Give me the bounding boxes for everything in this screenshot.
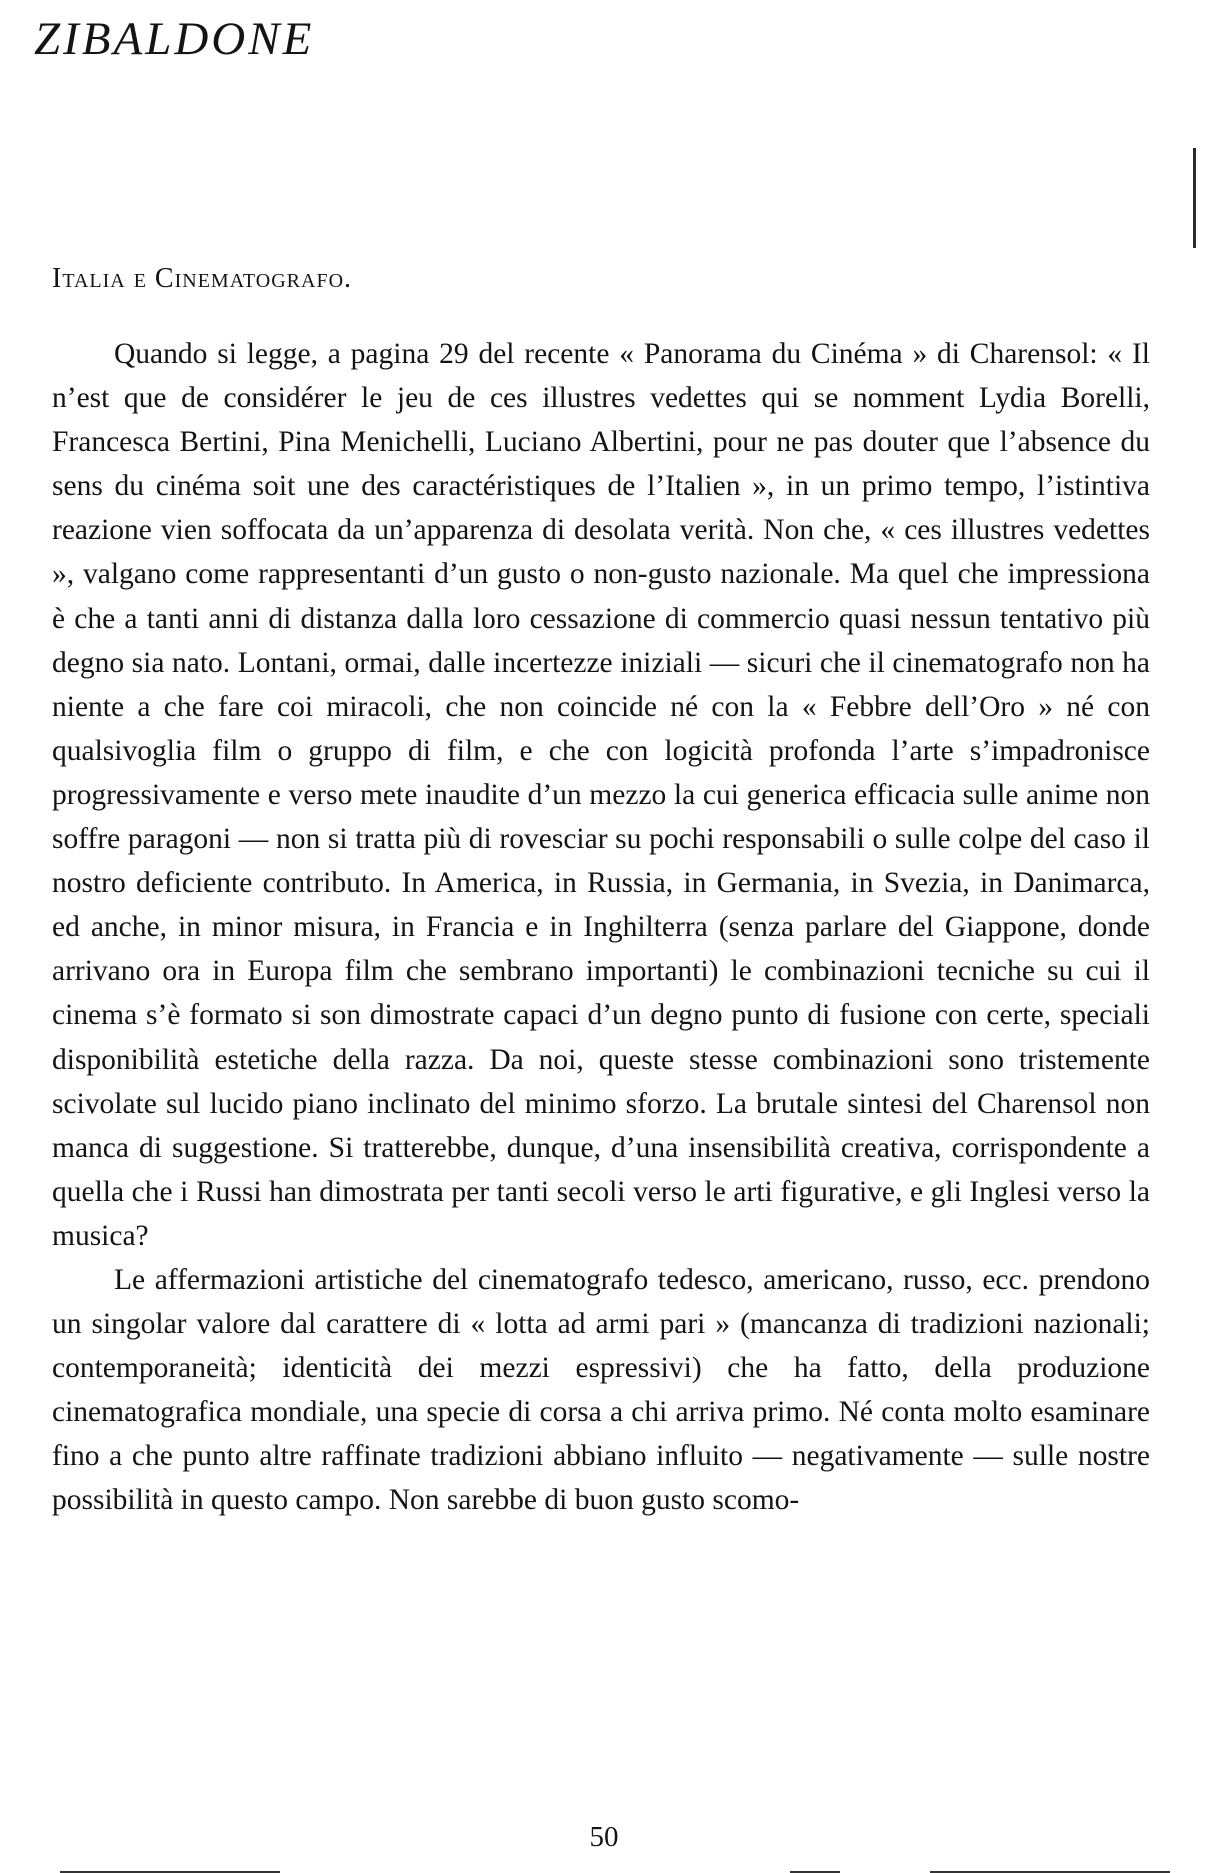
paragraph-2: Le affermazioni artistiche del cinematografo tedesco, americano, russo, ecc. prendono un singolar valore dal carattere di « lotta ad armi pari » (mancanza di tradizioni nazionali; contemporaneità; identicità dei mezzi espressivi) che ha fatto, della produzione cinematografica mondiale, una specie di corsa a chi arriva primo. Né conta molto esaminare fino a che punto altre raffinate tradizioni abbiano influito — negativamente — sulle nostre possibilità in questo campo. Non sarebbe di buon gusto scomo-	[52, 1263, 1150, 1517]
margin-rule	[1193, 148, 1196, 248]
page-number: 50	[589, 1821, 619, 1853]
article-body	[52, 332, 1150, 1523]
running-title: ZIBALDONE	[34, 13, 315, 65]
paragraph-1: Quando si legge, a pagina 29 del recente « Panorama du Cinéma » di Charensol: « Il n’est que de considérer le jeu de ces illustres vedettes qui se nomment Lydia Borelli, Francesca Bertini, Pina Menichelli, Luciano Albertini, pour ne pas douter que l’absence du sens du cinéma soit une des caractéristiques de l’Italien », in un primo tempo, l’istintiva reazione vien soffocata da un’apparenza di desolata verità. Non che, « ces illustres vedettes », valgano come rappresentanti d’un gusto o non-gusto nazionale. Ma quel che impressiona è che a tanti anni di distanza dalla loro cessazione di commercio quasi nessun tentativo più degno sia nato. Lontani, ormai, dalle incertezze iniziali — sicuri che il cinematografo non ha niente a che fare coi miracoli, che non coincide né con la « Febbre dell’Oro » né con qualsivoglia film o gruppo di film, e che con logicità profonda l’arte s’impadronisce progressivamente e verso mete inaudite d’un mezzo la cui generica efficacia sulle anime non soffre paragoni — non si tratta più di rovesciar su pochi responsabili o sulle colpe del caso il nostro deficiente contributo. In America, in Russia, in Germania, in Svezia, in Danimarca, ed anche, in minor misura, in Francia e in Inghilterra (senza parlare del Giappone, donde arrivano ora in Europa film che sembrano importanti) le combinazioni tecniche su cui il cinema s’è formato si son dimostrate capaci d’un degno punto di fusione con certe, speciali disponibilità estetiche della razza. Da noi, queste stesse combinazioni sono tristemente scivolate sul lucido piano inclinato del minimo sforzo. La brutale sintesi del Charensol non manca di suggestione. Si tratterebbe, dunque, d’una insensibilità creativa, corrispondente a quella che i Russi han dimostrata per tanti secoli verso le arti figurative, e gli Inglesi verso la musica?	[52, 338, 1150, 1252]
section-title: Italia e Cinematografo.	[52, 263, 353, 294]
